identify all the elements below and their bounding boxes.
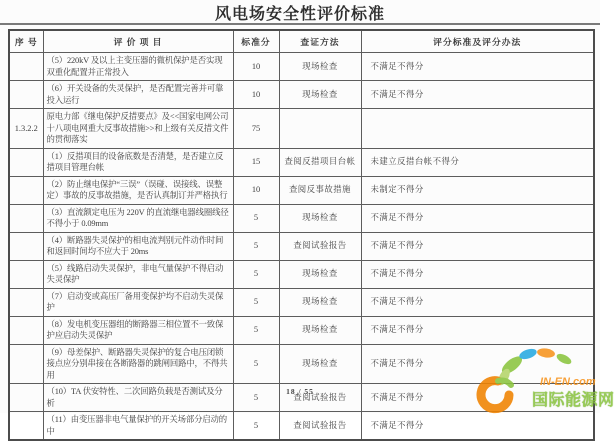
cell-criteria: 不满足不得分 xyxy=(361,81,594,109)
cell-item: （3）直流额定电压为 220V 的直流继电器线圈线径不得小于 0.09mm xyxy=(43,204,233,232)
column-header-0: 序 号 xyxy=(9,30,43,53)
cell-no xyxy=(9,288,43,316)
cell-score: 5 xyxy=(233,288,279,316)
cell-item: （1）反措项目的设备底数是否清楚，是否建立反措项目管理台帐 xyxy=(43,148,233,176)
table-header-row xyxy=(9,30,594,53)
table-row xyxy=(9,81,594,109)
page-number: 18 / 55 xyxy=(286,387,314,396)
cell-method: 现场检查 xyxy=(279,53,361,81)
cell-method: 查阅试验报告 xyxy=(279,384,361,412)
cell-no xyxy=(9,176,43,204)
cell-item: （5）220kV 及以上主变压器的微机保护是否实现双重化配置并正常投入 xyxy=(43,53,233,81)
cell-criteria: 不满足不得分 xyxy=(361,204,594,232)
cell-score: 5 xyxy=(233,232,279,260)
cell-method: 查阅反措项目台帐 xyxy=(279,148,361,176)
cell-criteria: 未建立反措台帐不得分 xyxy=(361,148,594,176)
cell-criteria: 不满足不得分 xyxy=(361,344,594,384)
watermark-site-name: 国际能源网 xyxy=(532,392,615,409)
column-header-4: 评分标准及评分办法 xyxy=(361,30,594,53)
cell-method: 现场检查 xyxy=(279,260,361,288)
cell-item: （5）线路启动失灵保护，非电气量保护不得启动失灵保护 xyxy=(43,260,233,288)
cell-no xyxy=(9,344,43,384)
cell-score: 10 xyxy=(233,176,279,204)
cell-item: （2）防止继电保护“三误”（误碰、误接线、误整定）事故的反事故措施，是否认真制订并严格执行 xyxy=(43,176,233,204)
cell-criteria: 不满足不得分 xyxy=(361,232,594,260)
table-row xyxy=(9,176,594,204)
cell-item: （4）断路器失灵保护的相电流判别元件动作时间和返回时间均不应大于 20ms xyxy=(43,232,233,260)
cell-item: 原电力部《继电保护反措要点》及<<国家电网公司十八项电网重大反事故措施>>和上级有关反措文件的贯彻落实 xyxy=(43,109,233,149)
table-row xyxy=(9,316,594,344)
table-row xyxy=(9,232,594,260)
page-title: 风电场安全性评价标准 xyxy=(214,6,385,23)
cell-method: 查阅反事故措施 xyxy=(279,176,361,204)
cell-item: （8）发电机变压器组的断路器三相位置不一致保护应启动失灵保护 xyxy=(43,316,233,344)
cell-score: 5 xyxy=(233,204,279,232)
cell-score: 10 xyxy=(233,53,279,81)
cell-item: （7）启动变或高压厂备用变保护均不启动失灵保护 xyxy=(43,288,233,316)
table-row xyxy=(9,148,594,176)
cell-criteria: 不满足不得分 xyxy=(361,288,594,316)
table-row xyxy=(9,109,594,149)
cell-score: 5 xyxy=(233,316,279,344)
cell-method: 现场检查 xyxy=(279,204,361,232)
cell-score: 5 xyxy=(233,412,279,441)
table-row xyxy=(9,204,594,232)
title-divider xyxy=(0,23,600,25)
cell-no xyxy=(9,260,43,288)
cell-no xyxy=(9,316,43,344)
cell-no xyxy=(9,232,43,260)
cell-criteria xyxy=(361,109,594,149)
watermark-brand-text: IN-EN.com xyxy=(540,376,596,388)
cell-criteria: 不满足不得分 xyxy=(361,260,594,288)
table-row xyxy=(9,344,594,384)
table-row xyxy=(9,288,594,316)
cell-score: 5 xyxy=(233,260,279,288)
column-header-3: 查证方法 xyxy=(279,30,361,53)
cell-method: 查阅试验报告 xyxy=(279,232,361,260)
table-row xyxy=(9,260,594,288)
cell-score: 10 xyxy=(233,81,279,109)
cell-no xyxy=(9,148,43,176)
cell-item: （10）TA 伏安特性、二次回路负载是否测试及分析 xyxy=(43,384,233,412)
cell-method: 现场检查 xyxy=(279,316,361,344)
cell-method xyxy=(279,109,361,149)
cell-score: 5 xyxy=(233,344,279,384)
cell-score: 5 xyxy=(233,384,279,412)
cell-no xyxy=(9,412,43,441)
cell-method: 现场检查 xyxy=(279,81,361,109)
cell-method: 查阅试验报告 xyxy=(279,412,361,441)
cell-criteria: 不满足不得分 xyxy=(361,316,594,344)
cell-criteria: 未制定不得分 xyxy=(361,176,594,204)
table-row xyxy=(9,53,594,81)
cell-no xyxy=(9,53,43,81)
table-row xyxy=(9,412,594,441)
cell-no: 1.3.2.2 xyxy=(9,109,43,149)
cell-score: 15 xyxy=(233,148,279,176)
evaluation-table xyxy=(8,29,595,441)
column-header-1: 评 价 项 目 xyxy=(43,30,233,53)
cell-criteria: 不满足不得分 xyxy=(361,412,594,441)
cell-score: 75 xyxy=(233,109,279,149)
cell-no xyxy=(9,81,43,109)
cell-item: （11）由变压器非电气量保护的开关场部分启动的中 xyxy=(43,412,233,441)
cell-method: 现场检查 xyxy=(279,344,361,384)
column-header-2: 标准分 xyxy=(233,30,279,53)
cell-no xyxy=(9,204,43,232)
cell-item: （6）开关设备的失灵保护，是否配置完善并可靠投入运行 xyxy=(43,81,233,109)
cell-item: （9）母差保护、断路器失灵保护的复合电压闭锁接点应分别串接在各断路器的跳闸回路中，不得共用 xyxy=(43,344,233,384)
cell-criteria: 不满足不得分 xyxy=(361,53,594,81)
cell-method: 现场检查 xyxy=(279,288,361,316)
cell-criteria: 不满足不得分 xyxy=(361,384,594,412)
